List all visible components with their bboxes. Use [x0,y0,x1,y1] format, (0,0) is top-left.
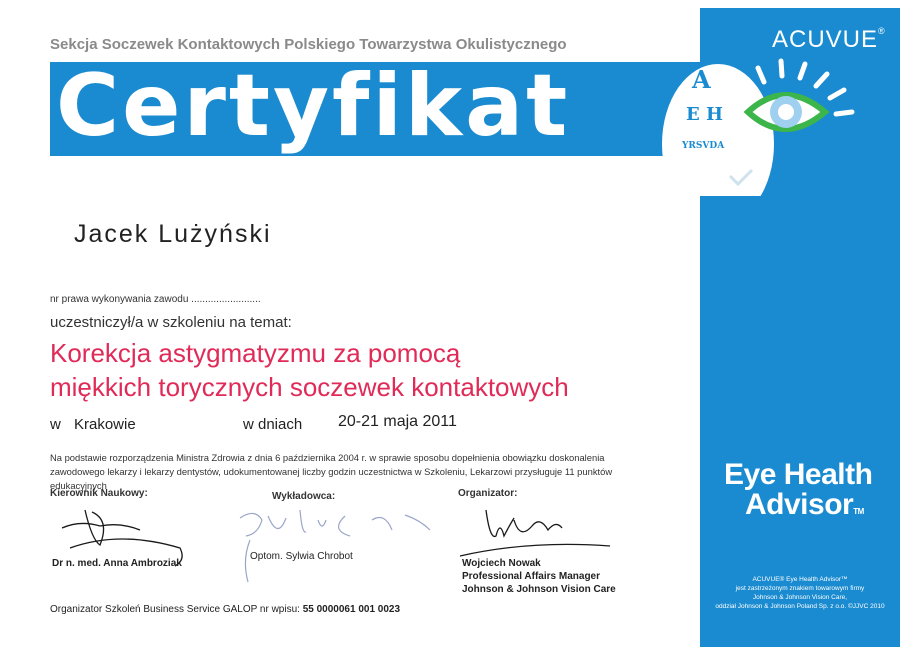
organizer-company: Johnson & Johnson Vision Care [462,584,616,595]
trademark-note-line-1: ACUVUE® Eye Health Advisor™ [752,576,848,583]
registered-mark: ® [878,26,886,36]
trademark-note-line-2: jest zastrzeżonym znakiem towarowym firmy [735,585,865,592]
legal-basis-note: Na podstawie rozporządzenia Ministra Zdrowia z dnia 6 października 2004 r. w sprawie sposobu dopełnienia obowiązku doskonalenia zawodowego lekarzy i lekarzy dentystów, udokumentowanej liczby godzin uczestnictwa w Szkoleniu, Lekarzowi przysługuje 11 punktów edukacyjnych [50,452,613,491]
lecturer-name: Optom. Sylwia Chrobot [250,551,353,562]
training-topic-line-2: miękkich torycznych soczewek kontaktowych [50,372,569,402]
recipient-name: Jacek Lużyński [74,220,272,248]
registration-number: 55 0000061 001 0023 [302,604,401,615]
trademark-mark: TM [853,507,864,516]
organization-header: Sekcja Soczewek Kontaktowych Polskiego Towarzystwa Okulistycznego [50,36,567,53]
organizer-signature [460,510,610,556]
eye-chart-row-2: E H [686,104,723,125]
certificate-title: Certyfikat [56,56,571,156]
scientific-head-name: Dr n. med. Anna Ambroziak [52,558,182,569]
eye-health-advisor-logo-line-2 [745,488,864,522]
lecturer-label: Wykładowca: [272,491,336,502]
location-preposition: w [50,416,61,433]
license-number-line: nr prawa wykonywania zawodu ......................... [50,294,261,305]
training-topic-line-1: Korekcja astygmatyzmu za pomocą [50,338,461,368]
organizer-label: Organizator: [458,488,518,499]
trademark-note-line-3: Johnson & Johnson Vision Care, [752,594,848,601]
eye-chart-card [662,64,774,196]
date-label: w dniach [243,416,303,433]
organizer-role: Professional Affairs Manager [462,571,601,582]
eye-chart-row-1: A [692,65,711,94]
acuvue-logo [772,26,886,54]
training-dates: 20-21 maja 2011 [338,413,457,430]
footer-text: Organizator Szkoleń Business Service GALOP nr wpisu: [50,604,300,615]
eye-chart-row-3: YRSVDA [682,141,725,151]
footer-registration [50,604,400,615]
scientific-head-label: Kierownik Naukowy: [50,488,148,499]
eha-word: Advisor [745,488,854,521]
trademark-note-line-4: oddział Johnson & Johnson Poland Sp. z o.o. ©JJVC 2010 [715,603,885,610]
acuvue-logo-text: ACUVUE [772,26,879,53]
lecturer-signature [240,510,430,582]
training-location: Krakowie [74,416,136,433]
organizer-name: Wojciech Nowak [462,558,541,569]
participation-text: uczestniczył/a w szkoleniu na temat: [50,314,292,331]
eye-health-advisor-logo-line-1: Eye Health [724,458,873,491]
eye-logo-icon [640,56,900,196]
eye-pupil [778,104,794,120]
